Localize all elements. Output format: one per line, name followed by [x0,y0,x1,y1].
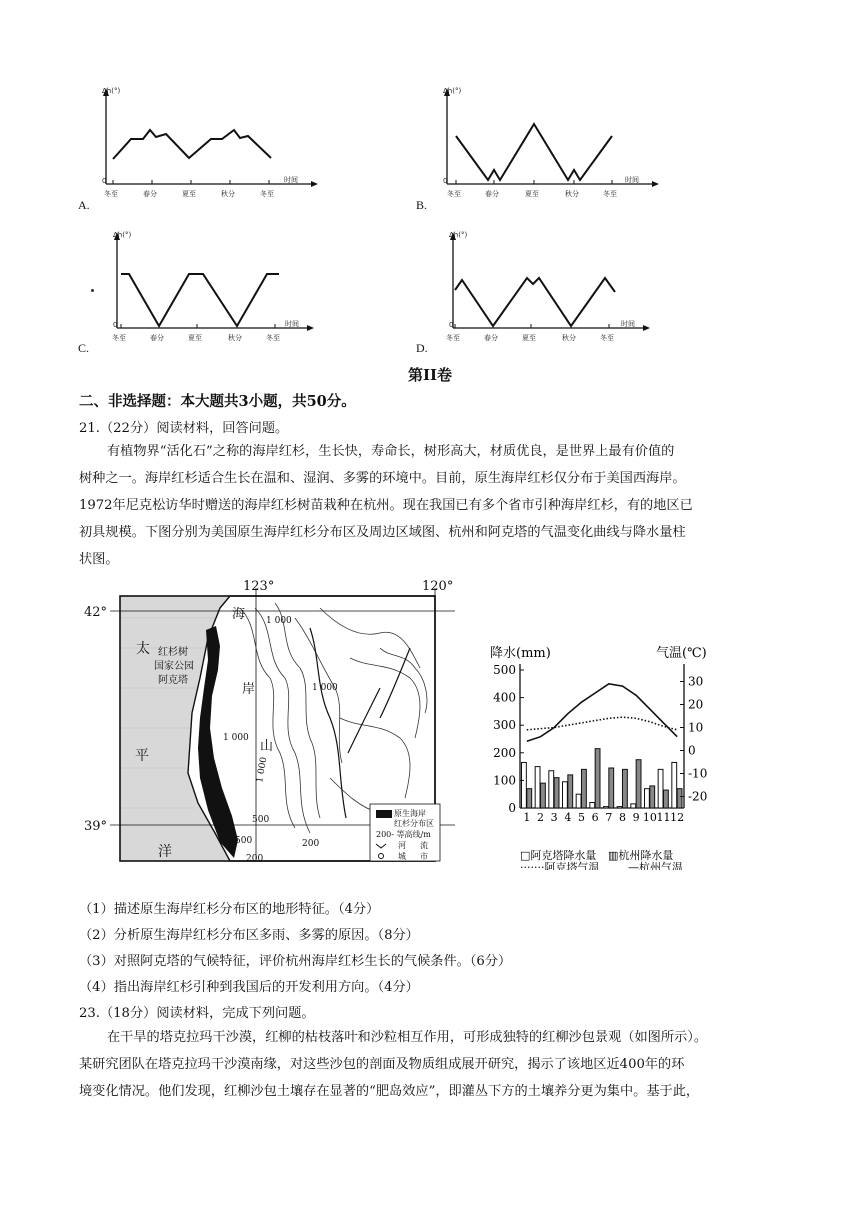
right-tick-label: 30 [688,674,704,689]
tick-label: 冬至 [603,190,617,198]
bar-arcata-precip [645,789,650,808]
x-axis-label: 时间 [625,176,639,184]
month-label: 7 [605,811,613,824]
zero-label: 0 [449,321,454,329]
para-line: 1972年尼克松访华时赠送的海岸红杉树苗栽种在杭州。现在我国已有多个省市引种海岸红杉，有的地区已 [79,498,693,513]
legend-item: □阿克塔降水量 [520,849,597,862]
bar-hangzhou-precip [623,769,628,808]
lat-label: 42° [84,605,108,620]
range-label: 山 [260,739,274,754]
month-label: 10 [642,811,657,824]
month-label: 8 [619,811,626,824]
legend-label: 城 [398,852,406,861]
para-line: 初具规模。下图分别为美国原生海岸红杉分布区及周边区域图、杭州和阿克塔的气温变化曲线与降水量柱 [79,525,686,540]
para-line: 在干旱的塔克拉玛干沙漠，红柳的枯枝落叶和沙粒相互作用，可形成独特的红柳沙包景观（如图所示）。 [107,1030,708,1045]
y-axis-label: Δh(°) [449,231,468,239]
month-label: 2 [537,811,544,824]
bar-arcata-precip [617,807,622,808]
y-axis-label: Δh(°) [102,87,121,95]
para-line: 树种之一。海岸红杉适合生长在温和、湿润、多雾的环境中。目前，原生海岸红杉仅分布于美国西海岸。 [79,471,686,486]
lon-label: 123° [243,579,275,594]
zero-label: 0 [113,321,118,329]
option-chart-d [443,228,683,348]
option-label-d: D. [416,341,428,355]
bar-hangzhou-precip [636,760,641,808]
bar-hangzhou-precip [554,778,559,808]
contour-label: 1 000 [266,616,292,626]
legend-label: 原生海岸 [394,809,426,818]
x-axis-label: 时间 [285,320,299,328]
climate-chart [488,640,728,874]
q21-question-2: （2）分析原生海岸红杉分布区多雨、多雾的原因。（8分） [79,928,419,943]
section-title: 第II卷 [407,366,453,384]
bar-hangzhou-precip [609,768,614,808]
part-heading: 二、非选择题：本大题共3小题，共50分。 [79,393,356,410]
ocean-label: 平 [135,748,149,764]
bar-hangzhou-precip [650,786,655,808]
tick-label: 冬至 [260,190,274,198]
zero-label: 0 [102,177,107,185]
tick-label: 冬至 [446,334,460,342]
left-tick-label: 200 [493,745,516,760]
y-axis-label: Δh(°) [113,231,132,239]
left-tick-label: 100 [493,773,516,788]
tick-label: 春分 [485,190,499,198]
contour-label: 1 000 [312,683,338,693]
legend-label: 200- 等高线/m [376,830,431,839]
para-line: 境变化情况。他们发现，红柳沙包土壤存在显著的“肥岛效应”，即灌丛下方的土壤养分更为集中。基于此， [79,1084,700,1099]
q23-head: 23.（18分）阅读材料，完成下列问题。 [79,1006,315,1021]
stray-dot [91,289,94,292]
range-label: 岸 [242,682,256,697]
legend-swatch-redwood [376,810,392,818]
q21-question-1: （1）描述原生海岸红杉分布区的地形特征。（4分） [79,902,380,917]
month-label: 11 [656,811,671,824]
x-axis-label: 时间 [621,320,635,328]
bar-arcata-precip [658,769,663,808]
q21-question-4: （4）指出海岸红杉引种到我国后的开发利用方向。（4分） [79,980,419,995]
zero-label: 0 [443,177,448,185]
option-chart-b [437,84,677,204]
legend-label: 市 [420,852,428,861]
right-tick-label: 0 [688,743,696,758]
bar-hangzhou-precip [677,789,682,808]
tick-label: 春分 [484,334,498,342]
left-tick-label: 500 [493,663,516,677]
para-line: 状图。 [79,552,119,567]
right-axis-title: 气温(℃) [656,646,707,661]
ocean-label: 洋 [158,844,172,860]
month-label: 1 [523,811,531,824]
q21-question-3: （3）对照阿克塔的气候特征，评价杭州海岸红杉生长的气候条件。（6分） [79,954,512,969]
right-tick-label: -20 [688,789,708,804]
q21-paragraph [79,438,799,573]
right-tick-label: 10 [688,720,704,735]
contour-label: 200 [302,839,320,849]
month-label: 6 [591,811,599,824]
option-chart-a [96,84,336,204]
tick-label: 冬至 [447,190,461,198]
right-tick-label: 20 [688,697,704,712]
city-label: 阿克塔 [158,675,188,686]
y-axis-label: Δh(°) [443,87,462,95]
lat-label: 39° [84,819,108,834]
contour-label: 1 000 [255,756,270,784]
bar-arcata-precip [672,762,677,808]
option-label-a: A. [78,198,90,212]
tick-label: 冬至 [112,334,126,342]
range-label: 海 [232,607,246,622]
bar-arcata-precip [576,794,581,808]
bar-arcata-precip [522,762,527,808]
bar-arcata-precip [549,771,554,808]
month-label: 5 [578,811,585,824]
tick-label: 夏至 [182,190,196,198]
tick-label: 冬至 [104,190,118,198]
option-label-c: C. [78,341,90,355]
tick-label: 秋分 [221,190,235,198]
tick-label: 冬至 [600,334,614,342]
tick-label: 秋分 [228,334,242,342]
bar-hangzhou-precip [595,749,600,808]
bar-hangzhou-precip [541,783,546,808]
x-axis-label: 时间 [284,176,298,184]
tick-label: 春分 [150,334,164,342]
legend-item: ▥杭州降水量 [608,849,674,862]
legend-label: 河 [398,841,406,850]
bar-arcata-precip [535,767,540,808]
month-label: 4 [564,811,572,824]
bar-arcata-precip [604,807,609,808]
tick-label: 夏至 [522,334,536,342]
month-label: 12 [670,811,685,824]
ocean-label: 太 [136,641,150,657]
bar-hangzhou-precip [582,769,587,808]
bar-arcata-precip [563,782,568,808]
tick-label: 夏至 [188,334,202,342]
tick-label: 秋分 [565,190,579,198]
month-label: 3 [550,811,558,824]
legend-item: ·······阿克塔气温 [520,861,600,870]
contour-label: 200 [246,854,264,864]
bar-arcata-precip [631,804,636,808]
park-label: 红杉树 [158,647,188,658]
month-label: 9 [632,811,640,824]
legend-label: 红杉分布区 [394,819,434,828]
lon-label: 120° [422,579,454,594]
contour-label: 1 000 [223,733,249,743]
legend-label: 流 [420,841,428,850]
q23-paragraph [79,1024,799,1105]
bar-hangzhou-precip [527,789,532,808]
bar-hangzhou-precip [664,790,669,808]
legend-item: —杭州气温 [628,861,683,870]
park-label: 国家公园 [154,661,194,672]
right-tick-label: -10 [688,766,708,781]
left-tick-label: 0 [508,801,516,815]
para-line: 某研究团队在塔克拉玛干沙漠南缘，对这些沙包的剖面及物质组成展开研究，揭示了该地区近400年的环 [79,1057,685,1072]
para-line: 有植物界“活化石”之称的海岸红杉，生长快，寿命长，树形高大，材质优良，是世界上最有价值的 [107,444,675,459]
left-axis-title: 降水(mm) [490,646,551,661]
tick-label: 冬至 [266,334,280,342]
bar-arcata-precip [590,802,595,808]
left-tick-label: 300 [493,718,516,733]
option-chart-c [107,228,347,348]
tick-label: 春分 [143,190,157,198]
tick-label: 夏至 [525,190,539,198]
line-hangzhou-temp [527,684,677,742]
bar-hangzhou-precip [568,775,573,808]
contour-label: 500 [235,836,253,846]
tick-label: 秋分 [562,334,576,342]
redwood-map [80,578,470,887]
option-label-b: B. [416,198,428,212]
contour-label: 500 [252,815,270,825]
q21-head: 21.（22分）阅读材料，回答问题。 [79,421,289,436]
left-tick-label: 400 [493,690,516,705]
line-arcata-temp [527,717,677,730]
